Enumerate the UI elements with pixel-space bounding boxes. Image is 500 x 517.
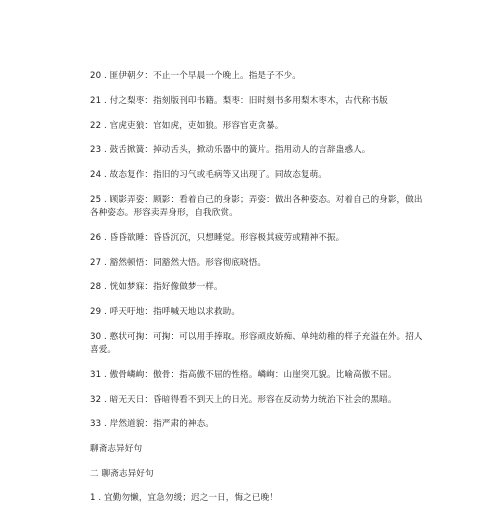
item-text: 昏昏欲睡：昏昏沉沉，只想睡觉。形容极其疲劳或精神不振。 [109,233,345,243]
item-text: 恍如梦寐：指好像做梦一样。 [109,282,223,292]
item-number: 30 [90,332,102,342]
list-item: 26 . 昏昏欲睡：昏昏沉沉，只想睡觉。形容极其疲劳或精神不振。 [90,233,345,243]
item-number: 28 [90,282,102,292]
item-text: 岸然道貌：指严肃的神态。 [109,419,214,429]
item-text: 故态复作：指旧的习气或毛病等又出现了。同故态复萌。 [109,170,327,180]
list-item: 32 . 暗无天日：昏暗得看不到天上的日光。形容在反动势力统治下社会的黑暗。 [90,395,397,405]
list-item: 20 . 匪伊朝夕：不止一个早晨一个晚上。指是子不少。 [90,71,301,81]
list-item: 22 . 官虎吏狼：官如虎，吏如狼。形容官吏贪暴。 [90,121,284,131]
item-number: 32 [90,395,102,405]
list-item-continuation: 喜爱。 [90,345,117,355]
item-text: 顾影弄姿：顾影：看着自己的身影；弄姿：做出各种姿态。对着自己的身影，做出 [109,195,423,205]
item-number: 26 [90,233,102,243]
item-number: 23 [90,145,102,155]
item-text: 豁然顿悟：同豁然大悟。形容彻底晓悟。 [109,258,267,268]
section-heading: 二 聊斋志异好句 [90,469,154,479]
item-number: 22 [90,121,102,131]
list-item: 1 . 宜勤勿懒，宜急勿缓；迟之一日，悔之已晚！ [90,493,278,503]
item-number: 20 [90,71,102,81]
item-text: 憨状可掬：可掬：可以用手捧取。形容顽皮娇痴、单纯幼稚的样子充溢在外。招人 [109,332,423,342]
list-item: 24 . 故态复作：指旧的习气或毛病等又出现了。同故态复萌。 [90,170,327,180]
item-text: 官虎吏狼：官如虎，吏如狼。形容官吏贪暴。 [109,121,284,131]
item-number: 27 [90,258,102,268]
item-number: 25 [90,195,102,205]
item-text: 暗无天日：昏暗得看不到天上的日光。形容在反动势力统治下社会的黑暗。 [109,395,397,405]
list-item: 28 . 恍如梦寐：指好像做梦一样。 [90,282,223,292]
list-item: 29 . 呼天吁地：指呼喊天地以求救助。 [90,307,241,317]
list-item: 25 . 顾影弄姿：顾影：看着自己的身影；弄姿：做出各种姿态。对着自己的身影，做出 [90,195,423,205]
list-item: 21 . 付之梨枣：指刻版刊印书籍。梨枣：旧时刻书多用梨木枣木，古代称书版 [90,96,388,106]
list-item: 30 . 憨状可掬：可掬：可以用手捧取。形容顽皮娇痴、单纯幼稚的样子充溢在外。招人 [90,332,423,342]
list-item: 31 . 傲骨嶙峋：傲骨：指高傲不屈的性格。嶙峋：山崖突兀貌。比喻高傲不屈。 [90,370,397,380]
item-number: 24 [90,170,102,180]
list-item: 27 . 豁然顿悟：同豁然大悟。形容彻底晓悟。 [90,258,267,268]
list-item: 23 . 鼓舌掀簧：掉动舌头，掀动乐器中的簧片。指用动人的言辞蛊惑人。 [90,145,371,155]
item-text: 傲骨嶙峋：傲骨：指高傲不屈的性格。嶙峋：山崖突兀貌。比喻高傲不屈。 [109,370,397,380]
list-item: 33 . 岸然道貌：指严肃的神态。 [90,419,214,429]
item-text: 宜勤勿懒，宜急勿缓；迟之一日，悔之已晚！ [104,493,278,503]
list-item-continuation: 各种姿态。形容卖弄身形，自我欣赏。 [90,208,238,218]
item-number: 21 [90,96,102,106]
item-text: 匪伊朝夕：不止一个早晨一个晚上。指是子不少。 [109,71,301,81]
item-number: 29 [90,307,102,317]
section-title: 聊斋志异好句 [90,444,143,454]
item-number: 33 [90,419,102,429]
item-number: 1 [90,493,96,503]
item-text: 付之梨枣：指刻版刊印书籍。梨枣：旧时刻书多用梨木枣木，古代称书版 [109,96,388,106]
item-text: 呼天吁地：指呼喊天地以求救助。 [109,307,241,317]
item-number: 31 [90,370,102,380]
item-text: 鼓舌掀簧：掉动舌头，掀动乐器中的簧片。指用动人的言辞蛊惑人。 [109,145,371,155]
